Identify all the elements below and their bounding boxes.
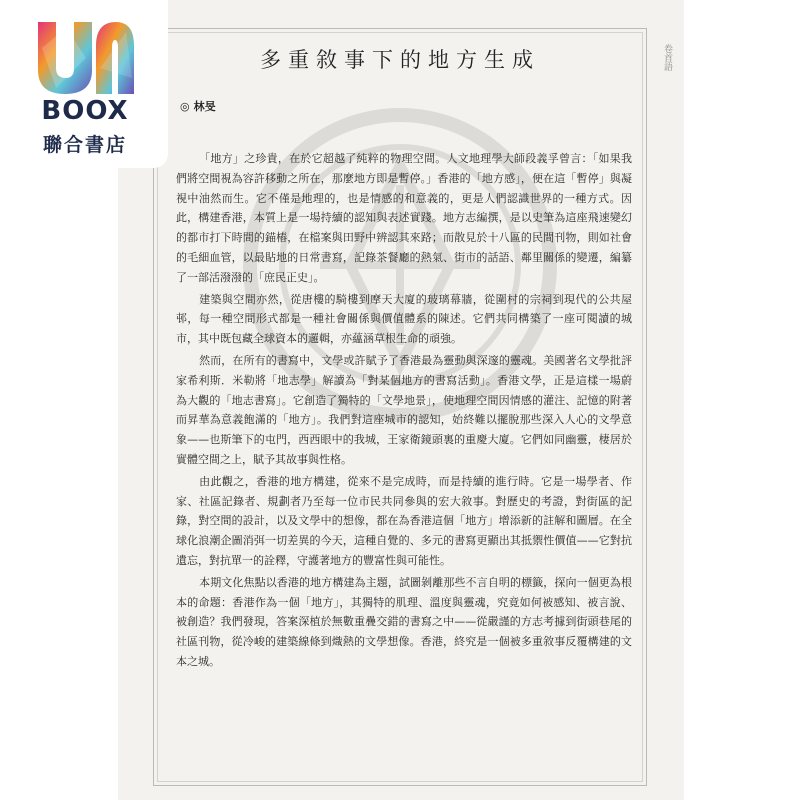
store-logo (0, 0, 168, 168)
un-logo-icon (36, 18, 136, 96)
logo-chinese-name: 聯合書店 (42, 134, 127, 156)
paragraph: 建築與空間亦然，從唐樓的騎樓到摩天大廈的玻璃幕牆，從圍村的宗祠到現代的公共屋邨，每一種空間形式都是一種社會關係與價值體系的陳述。它們共同構築了一座可閱讀的城市，其中既包藏全球資本的邏輯，亦蘊涵草根生命的頑強。 (176, 292, 632, 346)
logo-brand-text: BOOX (41, 96, 129, 126)
paragraph: 由此觀之，香港的地方構建，從來不是完成時，而是持續的進行時。它是一場學者、作家、社區記錄者、規劃者乃至每一位市民共同參與的宏大敘事。對歷史的考證，對街區的記錄，對空間的設計，以及文學中的想像，都在為香港這個「地方」增添新的註解和圖層。在全球化浪潮企圖消弭一切差異的今天，這種自覺的、多元的書寫更顯出其抵禦性價值——它對抗遺忘，對抗單一的詮釋，守護著地方的豐富性與可能性。 (176, 474, 632, 567)
article-body (176, 149, 632, 674)
author-name: 林旻 (193, 100, 216, 113)
author-mark-icon: ◎ (180, 100, 190, 113)
paragraph: 然而，在所有的書寫中，文學或許賦予了香港最為靈動與深邃的靈魂。美國著名文學批評家希利斯．米勒將「地志學」解讀為「對某個地方的書寫活動」。香港文學，正是這樣一場蔚為大觀的「地志書寫」。它創造了獨特的「文學地景」，使地理空間因情感的灌注、記憶的附著而昇華為意義飽滿的「地方」。我們對這座城市的認知，始終難以擺脫那些深入人心的文學意象——也斯筆下的屯門，西西眼中的我城，王家衛鏡頭裏的重慶大廈。它們如同幽靈，棲居於實體空間之上，賦予其故事與性格。 (176, 353, 632, 466)
author-line (180, 98, 216, 114)
paragraph: 本期文化焦點以香港的地方構建為主題，試圖剝離那些不言自明的標籤，探向一個更為根本的命題：香港作為一個「地方」，其獨特的肌理、溫度與靈魂，究竟如何被感知、被言說、被創造？我們發現，答案深植於無數重疊交錯的書寫之中——從嚴謹的方志考據到街頭巷尾的社區刊物，從冷峻的建築線條到熾熱的文學想像。香港，終究是一個被多重敘事反覆構建的文本之城。 (176, 575, 632, 668)
section-side-label: 卷首語 (662, 44, 672, 71)
article-title: 多重敘事下的地方生成 (260, 48, 540, 72)
paragraph: 「地方」之珍貴，在於它超越了純粹的物理空間。人文地理學大師段義孚曾言：「如果我們將空間視為容許移動之所在，那麼地方即是暫停。」香港的「地方感」，便在這「暫停」與凝視中油然而生。它不僅是地理的，也是情感的和意義的，更是人們認識世界的一種方式。因此，構建香港，本質上是一場持續的認知與表述實踐。地方志編撰，是以史筆為這座飛速變幻的都市打下時間的錨樁，在檔案與田野中辨認其來路；而散見於十八區的民間刊物，則如社會的毛細血管，以最貼地的日常書寫，記錄茶餐廳的熱氣、街市的話語、鄰里關係的變遷，編纂了一部活潑潑的「庶民正史」。 (176, 152, 632, 284)
